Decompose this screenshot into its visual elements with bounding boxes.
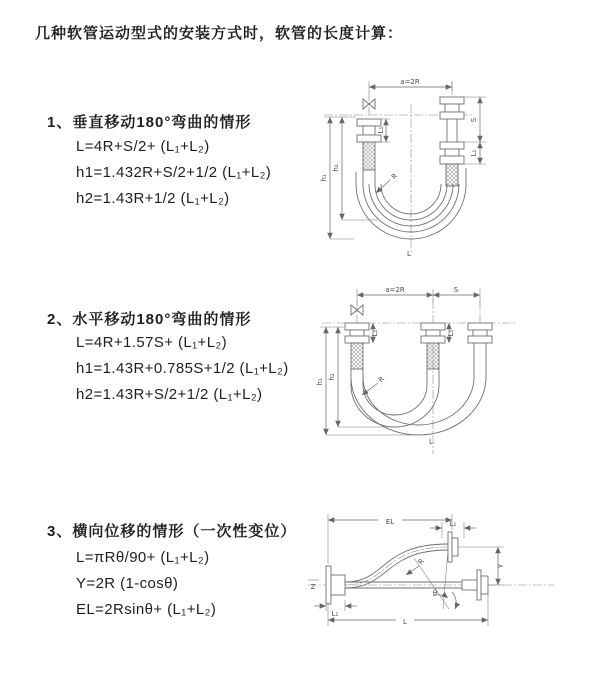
top-dimension — [369, 78, 452, 93]
section-1-heading: 1、垂直移动180°弯曲的情形 — [47, 114, 252, 131]
page-title: 几种软管运动型式的安装方式时，软管的长度计算： — [35, 25, 404, 42]
dim-label-l1-left: L₁ — [371, 329, 379, 337]
radius-callout — [362, 375, 386, 395]
upper-flange — [448, 532, 458, 562]
dim-label-h1: h₁ — [320, 174, 328, 182]
section-2-formula-h1: h1=1.43R+0.785S+1/2 (L₁+L₂) — [76, 360, 289, 377]
right-leg — [440, 97, 464, 186]
section-3-formula-Y: Y=2R (1-cosθ) — [76, 575, 179, 592]
right-dimensions — [458, 97, 486, 164]
displaced-hose-curve — [345, 544, 448, 588]
dim-label-radius: R — [416, 557, 427, 567]
dim-label-h1: h₁ — [316, 378, 324, 386]
dim-label-l1-right: L₁ — [470, 149, 478, 157]
diagram-lateral-displacement — [302, 502, 597, 650]
section-3-formula-L: L=πRθ/90+ (L₁+L₂) — [76, 549, 210, 566]
dim-label-el: EL — [385, 518, 395, 526]
diagram-vertical-movement-180-bend — [312, 72, 557, 262]
section-3-formula-EL: EL=2Rsinθ+ (L₁+L₂) — [76, 601, 217, 618]
dim-label-l1-mid: L₁ — [447, 329, 455, 337]
section-2-formula-h2: h2=1.43R+S/2+1/2 (L₁+L₂) — [76, 386, 263, 403]
section-1-formula-h1: h1=1.432R+S/2+1/2 (L₁+L₂) — [76, 164, 272, 181]
dim-label-length: L — [407, 250, 411, 258]
bottom-left-metal-end-dimension — [314, 600, 357, 618]
dim-label-s: S — [470, 117, 478, 123]
dim-label-l1-left: L₁ — [377, 126, 385, 134]
section-1-formula-h2: h2=1.43R+1/2 (L₁+L₂) — [76, 190, 230, 207]
dim-label-s: S — [453, 286, 459, 294]
dim-label-y: Y — [497, 563, 505, 569]
dim-label-h2: h₂ — [332, 164, 340, 172]
dim-label-a2r: a=2R — [400, 78, 420, 86]
z-mark-label: Z — [310, 583, 316, 591]
dim-label-radius: R — [390, 172, 400, 182]
left-braid-hose — [351, 343, 363, 369]
l-dimension — [328, 594, 488, 626]
radius-callout — [376, 172, 399, 193]
top-dimensions — [357, 286, 480, 303]
dim-label-length: L — [403, 618, 407, 626]
flanges — [345, 323, 492, 343]
section-3-heading: 3、横向位移的情形（一次性变位） — [47, 523, 297, 540]
section-2-formula-L: L=4R+1.57S+ (L₁+L₂) — [76, 334, 228, 351]
top-metal-end-dimension — [430, 520, 476, 538]
el-dimension — [328, 514, 452, 567]
dim-label-radius: R — [377, 375, 387, 385]
dim-label-a2r: a=2R — [385, 286, 405, 294]
u-bend-curves — [351, 343, 486, 435]
radius-callout — [406, 557, 426, 575]
left-flange — [326, 566, 345, 604]
left-braid-hose — [363, 142, 375, 170]
section-1-formula-L: L=4R+S/2+ (L₁+L₂) — [76, 138, 210, 155]
section-2-heading: 2、水平移动180°弯曲的情形 — [47, 311, 252, 328]
dim-label-l1-top: L₁ — [449, 520, 457, 528]
middle-braid-hose — [427, 343, 439, 369]
dim-label-h2: h₂ — [328, 373, 336, 381]
dim-label-theta: θ — [432, 589, 438, 597]
centerline-z-mark — [308, 580, 319, 591]
diagram-horizontal-movement-180-bend — [312, 282, 557, 460]
dim-label-length: L — [429, 438, 433, 446]
dim-label-l1-left: L₁ — [331, 610, 339, 618]
